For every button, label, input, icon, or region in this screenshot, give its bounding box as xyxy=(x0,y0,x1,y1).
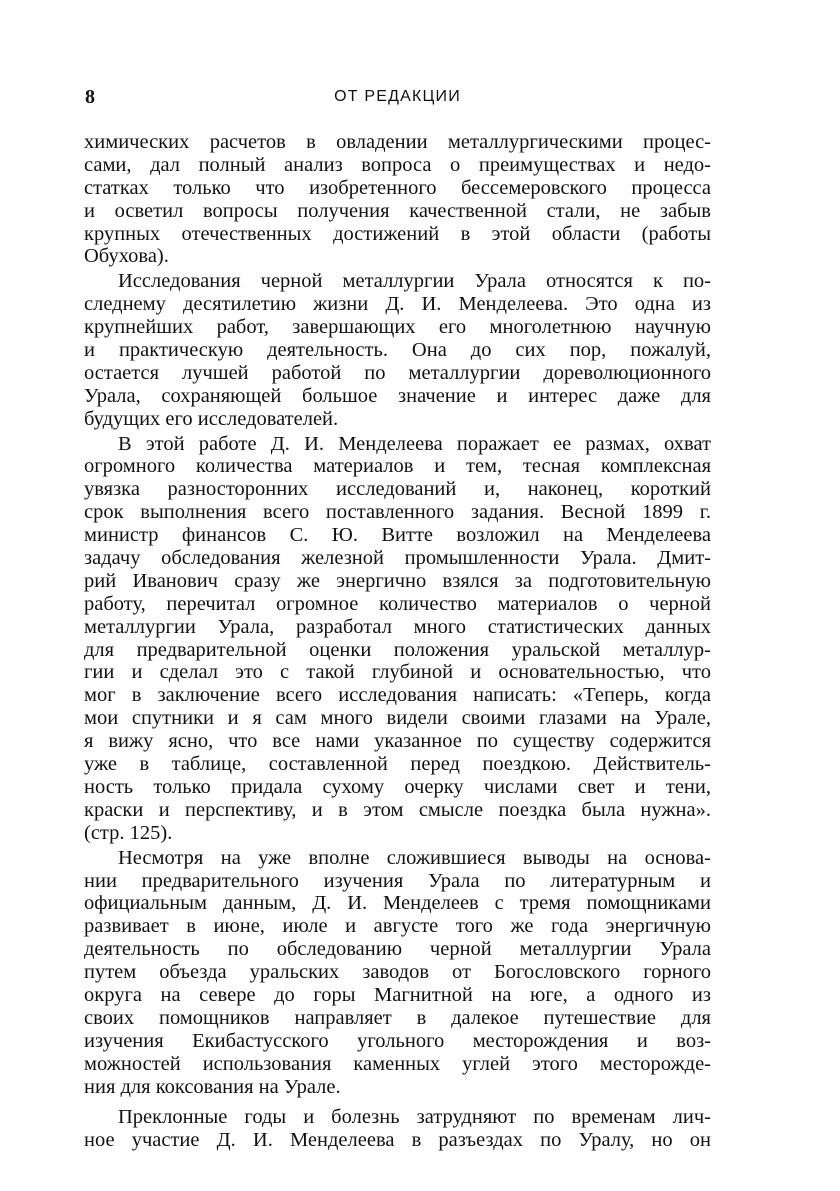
paragraph xyxy=(84,433,711,845)
text-line: сами, дал полный анализ вопроса о преимуществах и недо- xyxy=(84,153,711,176)
text-line: увязка разносторонних исследований и, наконец, короткий xyxy=(84,478,711,501)
text-line: своих помощников направляет в далекое путешествие для xyxy=(84,1006,711,1029)
text-line: мог в заключение всего исследования написать: «Теперь, когда xyxy=(84,684,711,707)
text-line: Несмотря на уже вполне сложившиеся выводы на основа- xyxy=(118,846,711,869)
text-line: министр финансов С. Ю. Витте возложил на Менделеева xyxy=(84,524,711,547)
text-line: металлургии Урала, разработал много статистических данных xyxy=(84,615,711,638)
text-line: задачу обследования железной промышленности Урала. Дмит- xyxy=(84,547,711,570)
text-line: Обухова). xyxy=(84,245,169,268)
text-line: и практическую деятельность. Она до сих пор, пожалуй, xyxy=(84,339,711,362)
text-line: рий Иванович сразу же энергично взялся за подготовительную xyxy=(84,569,711,592)
text-line: округа на севере до горы Магнитной на юге, а одного из xyxy=(84,983,711,1006)
text-line: крупных отечественных достижений в этой области (работы xyxy=(84,222,711,245)
text-line: химических расчетов в овладении металлургическими процес- xyxy=(84,131,711,153)
text-line: путем объезда уральских заводов от Богословского горного xyxy=(84,961,711,984)
running-head: ОТ РЕДАКЦИИ xyxy=(334,88,461,105)
text-line: деятельность по обследованию черной металлургии Урала xyxy=(84,938,711,961)
text-line: ния для коксования на Урале. xyxy=(84,1075,341,1098)
text-line: гии и сделал это с такой глубиной и основательностью, что xyxy=(84,661,711,684)
text-line: и осветил вопросы получения качественной стали, не забыв xyxy=(84,199,711,222)
paragraph xyxy=(84,1106,711,1152)
text-line: развивает в июне, июле и августе того же года энергичную xyxy=(84,915,711,938)
text-line: ное участие Д. И. Менделеева в разъездах по Уралу, но он xyxy=(84,1129,711,1152)
page-number: 8 xyxy=(85,86,95,108)
text-line: я вижу ясно, что все нами указанное по существу содержится xyxy=(84,730,711,753)
paragraph xyxy=(84,847,711,1099)
body-text xyxy=(84,131,711,1152)
text-line: краски и перспективу, и в этом смысле поездка была нужна». xyxy=(84,798,711,821)
text-line: огромного количества материалов и тем, тесная комплексная xyxy=(84,455,711,478)
page-header xyxy=(85,86,710,112)
text-line: для предварительной оценки положения уральской металлур- xyxy=(84,638,711,661)
text-line: (стр. 125). xyxy=(84,821,173,844)
text-line: ность только придала сухому очерку числами свет и тени, xyxy=(84,775,711,798)
text-line: срок выполнения всего поставленного задания. Весной 1899 г. xyxy=(84,501,711,524)
text-line: изучения Екибастусского угольного месторождения и воз- xyxy=(84,1029,711,1052)
text-line: будущих его исследователей. xyxy=(84,407,339,430)
text-line: крупнейших работ, завершающих его многолетнюю научную xyxy=(84,316,711,339)
paragraph xyxy=(84,131,711,268)
text-line: В этой работе Д. И. Менделеева поражает ее размах, охват xyxy=(118,432,711,455)
text-line: мои спутники и я сам много видели своими глазами на Урале, xyxy=(84,707,711,730)
text-line: работу, перечитал огромное количество материалов о черной xyxy=(84,592,711,615)
text-line: можностей использования каменных углей этого месторожде- xyxy=(84,1052,711,1075)
text-line: следнему десятилетию жизни Д. И. Менделеева. Это одна из xyxy=(84,293,711,316)
text-line: уже в таблице, составленной перед поездкою. Действитель- xyxy=(84,753,711,776)
text-line: Исследования черной металлургии Урала относятся к по- xyxy=(118,270,711,293)
text-line: нии предварительного изучения Урала по литературным и xyxy=(84,869,711,892)
paragraph xyxy=(84,270,711,430)
text-line: официальным данным, Д. И. Менделеев с тремя помощниками xyxy=(84,892,711,915)
text-line: статках только что изобретенного бессемеровского процесса xyxy=(84,176,711,199)
text-line: остается лучшей работой по металлургии дореволюционного xyxy=(84,361,711,384)
text-line: Урала, сохраняющей большое значение и интерес даже для xyxy=(84,384,711,407)
text-line: Преклонные годы и болезнь затрудняют по временам лич- xyxy=(118,1106,711,1129)
